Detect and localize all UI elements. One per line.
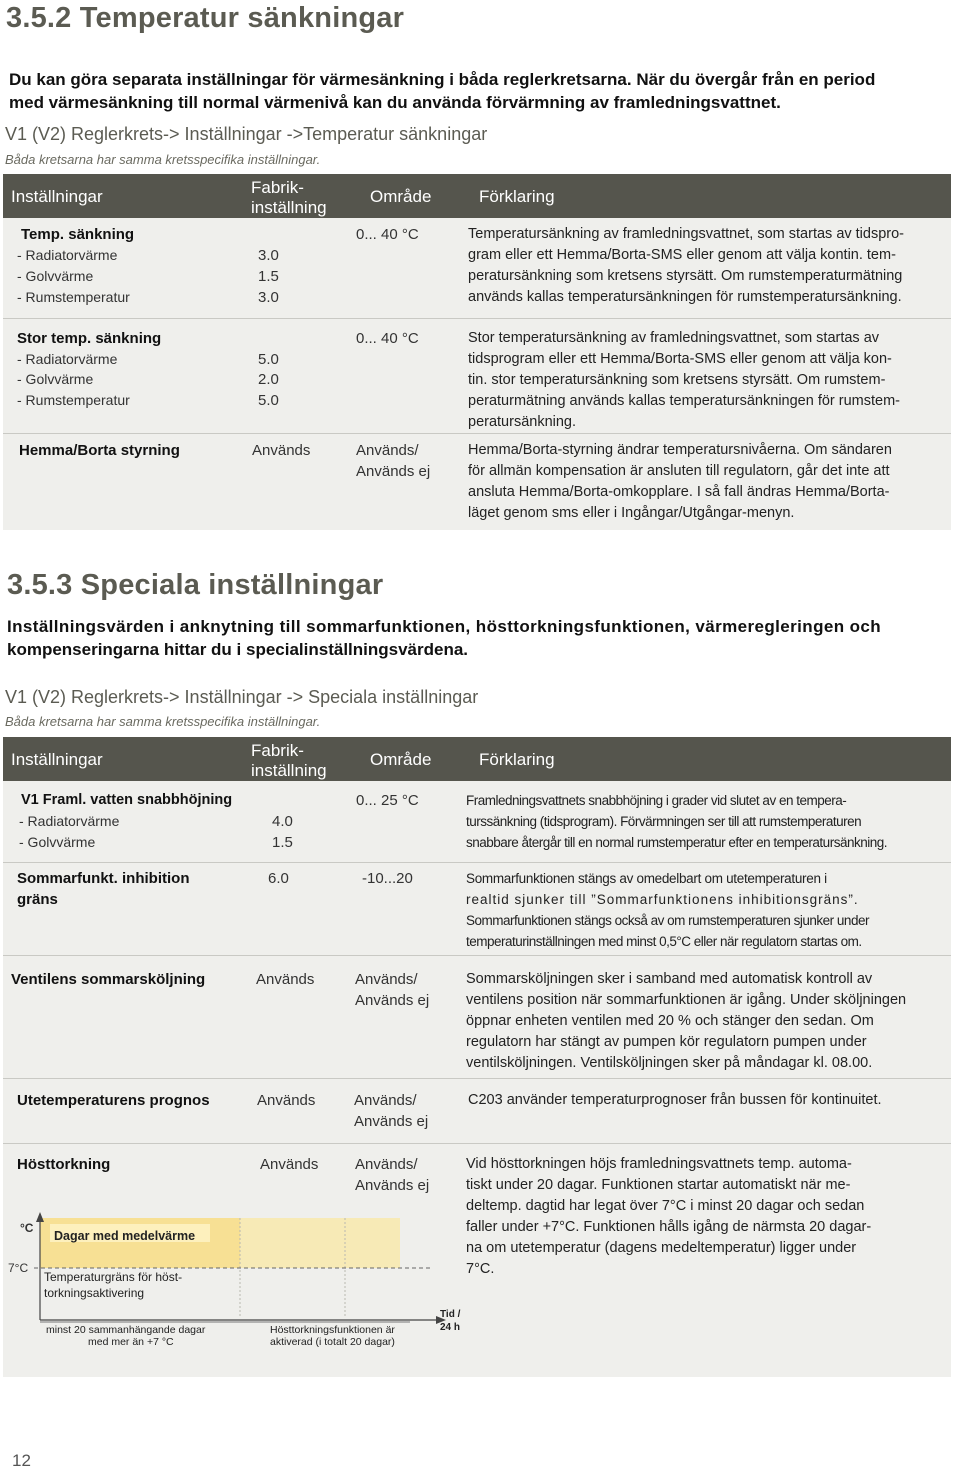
row-sub: - Radiatorvärme	[17, 351, 118, 367]
expl-line: Sommarsköljningen sker i samband med automatisk kontroll av	[466, 971, 873, 987]
expl-line: ventilsköljningen. Ventilsköljningen sker på måndagar kl. 08.00.	[466, 1055, 873, 1071]
expl-line: används kallas temperatursänkningen för rumstemperatursänkning.	[468, 289, 902, 305]
expl-line: läget genom sms eller i Ingångar/Utgångar-menyn.	[468, 505, 795, 521]
range-value: Används/	[354, 1092, 417, 1109]
range-value: -10...20	[362, 870, 413, 887]
y-unit-label: °C	[20, 1221, 34, 1235]
row-sub: - Rumstemperatur	[17, 392, 130, 408]
header-range: Område	[370, 750, 432, 769]
expl-line: Temperatursänkning av framledningsvattnet, som startas av tidspro-	[468, 226, 905, 242]
row-divider	[3, 433, 951, 434]
section-intro-special	[7, 615, 957, 661]
row-name: V1 Framl. vatten snabbhöjning	[21, 792, 233, 808]
min-days-label: minst 20 sammanhängande dagar	[46, 1324, 206, 1336]
row-name: Hösttorkning	[17, 1156, 111, 1173]
expl-line: deltemp. dagtid har legat över 7°C i minst 20 dagar och sedan	[466, 1198, 865, 1214]
factory-value: 5.0	[258, 351, 279, 368]
header-range: Område	[370, 187, 432, 206]
row-divider	[3, 862, 951, 863]
range-value: Används/	[355, 1156, 418, 1173]
expl-line: Sommarfunktionen stängs också av om rumstemperaturen sjunker under	[466, 913, 869, 928]
header-explanation: Förklaring	[479, 750, 555, 769]
section-title-special: 3.5.3 Speciala inställningar	[7, 569, 384, 601]
row-divider	[3, 1143, 951, 1144]
row-name: Hemma/Borta styrning	[19, 442, 180, 459]
expl-line: turssänkning (tidsprogram). Förvärmningen ser till att rumstemperaturen	[466, 814, 862, 829]
expl-line: realtid sjunker till ”Sommarfunktionens inhibitionsgräns”.	[466, 892, 859, 907]
expl-line: Vid hösttorkningen höjs framledningsvattnets temp. automa-	[466, 1156, 852, 1172]
range-value: Används ej	[355, 1177, 430, 1194]
factory-value: Används	[257, 1092, 316, 1109]
expl-line: tin. stor temperatursänkning som kretsens styrsätt. Om rumstem-	[468, 372, 886, 388]
header-factory: Fabrik-	[251, 178, 304, 197]
factory-value: 4.0	[272, 813, 293, 830]
x-unit-label: Tid /	[440, 1309, 461, 1320]
factory-value: 1.5	[258, 268, 279, 285]
expl-line: peratursänkning som kretsens styrsätt. Om rumstemperaturmätning	[468, 268, 903, 284]
range-value: 0... 40 °C	[356, 226, 419, 243]
intro-line: Inställningsvärden i anknytning till sommarfunktionen, hösttorkningsfunktionen, värmeregleringen och	[7, 617, 882, 636]
row-sub: - Golvvärme	[17, 371, 94, 387]
factory-value: 2.0	[258, 371, 279, 388]
range-value: 0... 40 °C	[356, 330, 419, 347]
expl-line: gram eller ett Hemma/Borta-SMS eller genom att välja kontin. tem-	[468, 247, 896, 263]
factory-value: 3.0	[258, 247, 279, 264]
range-value: Används ej	[354, 1113, 429, 1130]
page-number: 12	[12, 1451, 31, 1470]
range-value: 0... 25 °C	[356, 792, 419, 809]
range-value: Används/	[356, 442, 419, 459]
row-name: Utetemperaturens prognos	[17, 1092, 210, 1109]
expl-line: peraturmätning används kallas temperatursänkningen för rumstem-	[468, 393, 900, 409]
row-name: Temp. sänkning	[21, 226, 135, 243]
range-value: Används ej	[356, 463, 431, 480]
row-name: Sommarfunkt. inhibition	[17, 870, 190, 887]
table-header-temp	[3, 174, 951, 218]
expl-line: C203 använder temperaturprognoser från bussen för kontinuitet.	[468, 1092, 882, 1108]
expl-line: Stor temperatursänkning av framledningsvattnet, som startas av	[468, 330, 880, 346]
row-sub: - Golvvärme	[19, 834, 96, 850]
min-days-label: med mer än +7 °C	[88, 1336, 174, 1348]
row-divider	[3, 1078, 951, 1079]
limit-label: torkningsaktivering	[44, 1286, 145, 1300]
row-sub: - Rumstemperatur	[17, 289, 130, 305]
row-name: Ventilens sommarsköljning	[11, 971, 206, 988]
row-divider	[3, 955, 951, 956]
threshold-label: 7°C	[8, 1261, 29, 1275]
x-unit-label: 24 h	[440, 1322, 461, 1333]
section-title-temp: 3.5.2 Temperatur sänkningar	[6, 2, 405, 34]
note-special: Båda kretsarna har samma kretsspecifika inställningar.	[5, 714, 321, 729]
menu-path-special: V1 (V2) Reglerkrets-> Inställningar -> Speciala inställningar	[5, 687, 479, 707]
expl-line: 7°C.	[466, 1261, 495, 1277]
y-axis-arrow	[36, 1212, 44, 1222]
factory-value: Används	[252, 442, 311, 459]
active-label: Hösttorkningsfunktionen är	[270, 1324, 395, 1336]
active-label: aktiverad (i totalt 20 dagar)	[270, 1336, 395, 1348]
expl-line: peratursänkning.	[468, 414, 577, 430]
days-label: Dagar med medelvärme	[54, 1229, 196, 1243]
intro-line: med värmesänkning till normal värmenivå kan du använda förvärmning av framledningsvattnet.	[9, 93, 781, 112]
header-factory: inställning	[251, 761, 327, 780]
expl-line: öppnar enheten ventilen med 20 % och stänger den sedan. Om	[466, 1013, 874, 1029]
intro-line: Du kan göra separata inställningar för värmesänkning i båda reglerkretsarna. När du övergår från en period	[9, 70, 876, 89]
row-name: gräns	[17, 891, 58, 908]
expl-line: Hemma/Borta-styrning ändrar temperatursnivåerna. Om sändaren	[468, 442, 892, 458]
autumn-drying-diagram	[0, 1210, 470, 1360]
expl-line: na om utetemperatur (dagens medeltemperatur) ligger under	[466, 1240, 857, 1256]
range-value: Används/	[355, 971, 418, 988]
note-temp: Båda kretsarna har samma kretsspecifika inställningar.	[5, 152, 321, 167]
row-sub: - Radiatorvärme	[19, 813, 120, 829]
expl-line: Framledningsvattnets snabbhöjning i grader vid slutet av en tempera-	[466, 793, 847, 808]
header-settings: Inställningar	[11, 750, 103, 769]
expl-line: Sommarfunktionen stängs av omedelbart om utetemperaturen i	[466, 871, 827, 886]
table-header-special	[3, 737, 951, 781]
limit-label: Temperaturgräns för höst-	[44, 1270, 183, 1284]
expl-line: faller under +7°C. Funktionen hålls igång de närmsta 20 dagar-	[466, 1219, 872, 1235]
expl-line: ventilens position när sommarfunktionen är igång. Under sköljningen	[466, 992, 907, 1008]
row-divider	[3, 318, 951, 319]
section-intro-temp	[9, 68, 959, 114]
factory-value: Används	[256, 971, 315, 988]
menu-path-temp: V1 (V2) Reglerkrets-> Inställningar ->Temperatur sänkningar	[5, 124, 488, 144]
expl-line: ansluta Hemma/Borta-omkopplare. I så fall ändras Hemma/Borta-	[468, 484, 890, 500]
factory-value: 5.0	[258, 392, 279, 409]
range-value: Används ej	[355, 992, 430, 1009]
header-factory: Fabrik-	[251, 741, 304, 760]
expl-line: temperaturinställningen med minst 0,5°C eller när regulatorn startas om.	[466, 934, 862, 949]
header-settings: Inställningar	[11, 187, 103, 206]
expl-line: tiskt under 20 dagar. Funktionen startar automatiskt när me-	[466, 1177, 851, 1193]
factory-value: 1.5	[272, 834, 293, 851]
expl-line: regulatorn har stängt av pumpen kör regulatorn pumpen under	[466, 1034, 867, 1050]
header-explanation: Förklaring	[479, 187, 555, 206]
row-name: Stor temp. sänkning	[17, 330, 162, 347]
expl-line: för allmän kompensation är ansluten till regulatorn, går det inte att	[468, 463, 890, 479]
header-factory: inställning	[251, 198, 327, 217]
intro-line: kompenseringarna hittar du i specialinställningsvärdena.	[7, 640, 469, 659]
row-sub: - Radiatorvärme	[17, 247, 118, 263]
expl-line: tidsprogram eller ett Hemma/Borta-SMS eller genom att välja kon-	[468, 351, 892, 367]
factory-value: 3.0	[258, 289, 279, 306]
factory-value: 6.0	[268, 870, 289, 887]
factory-value: Används	[260, 1156, 319, 1173]
expl-line: snabbare återgår till en normal rumstemperatur efter en temperatursänkning.	[466, 835, 887, 850]
row-sub: - Golvvärme	[17, 268, 94, 284]
